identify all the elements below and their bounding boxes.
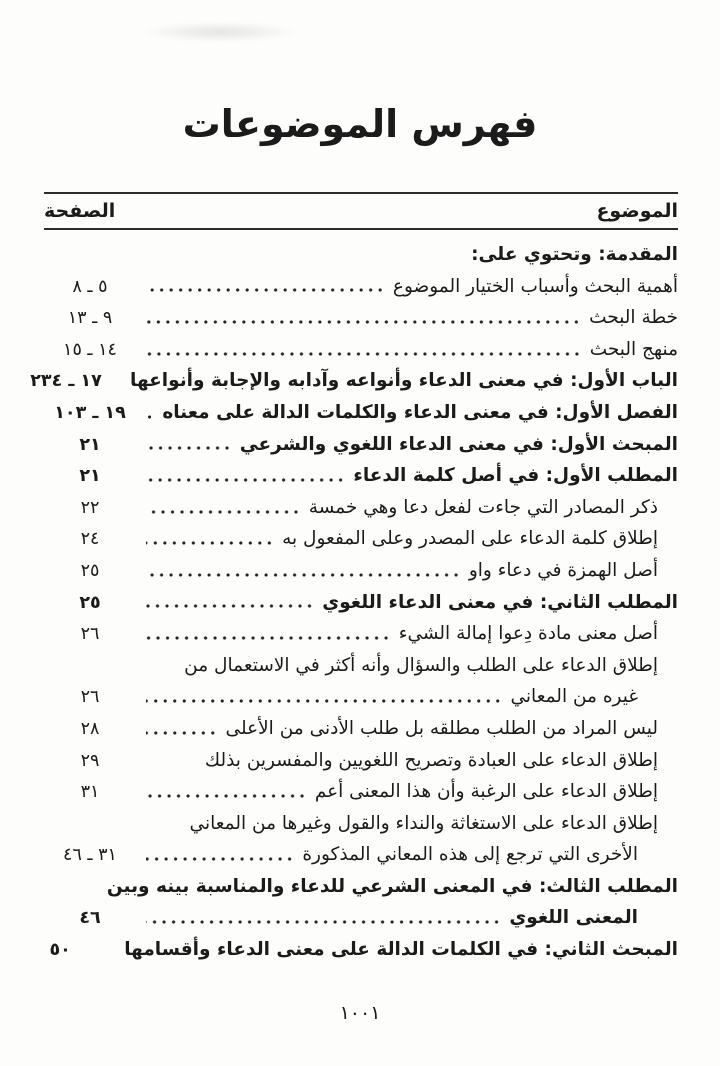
entry-text: أهمية البحث وأسباب الختيار الموضوع — [392, 275, 678, 297]
dot-leader — [146, 509, 301, 515]
entry-page-number: ٥ ـ ٨ — [72, 276, 108, 297]
entry-page-number: ٢٩ — [80, 750, 100, 771]
entry-text: إطلاق الدعاء على الطلب والسؤال وأنه أكثر في الاستعمال من — [184, 654, 658, 676]
entry-text: غيره من المعاني — [510, 686, 638, 708]
toc-row — [44, 650, 678, 682]
dot-leader — [146, 698, 502, 704]
entry-text: خطة البحث — [589, 307, 678, 329]
entry-page-number: ١٤ ـ ١٥ — [63, 339, 117, 360]
toc-row — [44, 839, 678, 871]
toc-row — [44, 934, 678, 966]
toc-row — [44, 555, 678, 587]
entry-text: المبحث الثاني: في الكلمات الدالة على معنى الدعاء وأقسامها — [124, 939, 678, 961]
scan-smudge — [140, 22, 300, 42]
toc-row — [44, 492, 678, 524]
column-header-page: الصفحة — [44, 200, 116, 222]
toc-row — [44, 429, 678, 461]
toc-row — [44, 902, 678, 934]
toc-row — [44, 523, 678, 555]
entry-page-number: ٢١ — [79, 466, 101, 487]
entry-page-number: ١٧ ـ ٢٣٤ — [30, 371, 102, 392]
dot-leader — [146, 793, 307, 799]
entry-text: إطلاق الدعاء على الاستغاثة والنداء والقول وغيرها من المعاني — [189, 812, 658, 834]
toc-row — [44, 745, 678, 777]
toc-header — [44, 192, 678, 230]
entry-text: المطلب الثالث: في المعنى الشرعي للدعاء والمناسبة بينه وبين — [106, 875, 678, 897]
toc-row — [30, 365, 678, 397]
toc-row — [44, 397, 678, 429]
toc-row — [44, 776, 678, 808]
entry-text: المبحث الأول: في معنى الدعاء اللغوي والشرعي — [239, 433, 678, 455]
toc-row — [44, 271, 678, 303]
dot-leader — [146, 351, 582, 357]
entry-text: إطلاق الدعاء على العبادة وتصريح اللغويين والمفسرين بذلك — [204, 749, 658, 771]
dot-leader — [146, 540, 274, 546]
entry-page-number: ٢٦ — [80, 624, 100, 645]
entry-text: الباب الأول: في معنى الدعاء وأنواعه وآدابه والإجابة وأنواعها — [130, 370, 678, 392]
toc-row — [44, 713, 678, 745]
dot-leader — [146, 477, 345, 483]
entry-page-number: ٢٢ — [80, 497, 100, 518]
book-page-number: ١٠٠١ — [339, 1002, 381, 1024]
dot-leader — [146, 319, 581, 325]
entry-page-number: ٣١ ـ ٤٦ — [63, 845, 117, 866]
entry-text: أصل الهمزة في دعاء واو — [468, 559, 658, 581]
dot-leader — [146, 824, 182, 830]
entry-page-number: ٥٠ — [49, 940, 71, 961]
toc-row — [44, 460, 678, 492]
toc-row — [44, 871, 678, 903]
entry-text: المطلب الأول: في أصل كلمة الدعاء — [353, 465, 678, 487]
entry-page-number: ٢٥ — [79, 592, 101, 613]
entry-page-number: ٣١ — [80, 782, 100, 803]
toc-list — [30, 239, 678, 966]
entry-page-number: ٢١ — [79, 434, 101, 455]
dot-leader — [146, 572, 461, 578]
dot-leader — [146, 414, 154, 420]
entry-page-number: ٢٤ — [80, 529, 100, 550]
entry-page-number: ٢٥ — [80, 560, 100, 581]
entry-text: الفصل الأول: في معنى الدعاء والكلمات الدالة على معناه — [162, 401, 678, 423]
entry-page-number: ٢٨ — [80, 718, 100, 739]
entry-text: المعنى اللغوي — [509, 907, 638, 929]
entry-text: أصل معنى مادة دِعوا إمالة الشيء — [398, 623, 658, 645]
column-header-topic: الموضوع — [596, 200, 678, 222]
entry-text: المقدمة: وتحتوي على: — [471, 244, 678, 265]
entry-text: ذكر المصادر التي جاءت لفعل دعا وهي خمسة — [308, 496, 658, 518]
dot-leader — [146, 919, 501, 925]
entry-text: إطلاق الدعاء على الرغبة وأن هذا المعنى أعم — [314, 781, 658, 803]
entry-page-number: ٩ ـ ١٣ — [67, 308, 113, 329]
entry-text: إطلاق كلمة الدعاء على المصدر وعلى المفعول به — [282, 528, 658, 550]
dot-leader — [146, 603, 314, 609]
toc-row — [44, 808, 678, 840]
entry-text: ليس المراد من الطلب مطلقه بل طلب الأدنى من الأعلى — [225, 717, 658, 739]
dot-leader — [146, 856, 294, 862]
entry-text: المطلب الثاني: في معنى الدعاء اللغوي — [322, 591, 678, 613]
toc-row — [44, 302, 678, 334]
toc-row — [44, 587, 678, 619]
entry-page-number: ٢٦ — [80, 687, 100, 708]
toc-title: فهرس الموضوعات — [182, 102, 538, 146]
toc-row — [44, 334, 678, 366]
entry-text: الأخرى التي ترجع إلى هذه المعاني المذكورة — [302, 844, 638, 866]
dot-leader — [146, 256, 463, 262]
entry-page-number: ١٩ ـ ١٠٣ — [54, 402, 126, 423]
dot-leader — [146, 445, 232, 451]
entry-page-number: ٤٦ — [79, 908, 101, 929]
dot-leader — [146, 667, 176, 673]
dot-leader — [146, 635, 391, 641]
toc-row — [44, 239, 678, 271]
dot-leader — [146, 287, 385, 293]
toc-row — [44, 681, 678, 713]
dot-leader — [146, 730, 218, 736]
dot-leader — [146, 761, 197, 767]
toc-row — [44, 618, 678, 650]
entry-text: منهج البحث — [589, 338, 678, 360]
